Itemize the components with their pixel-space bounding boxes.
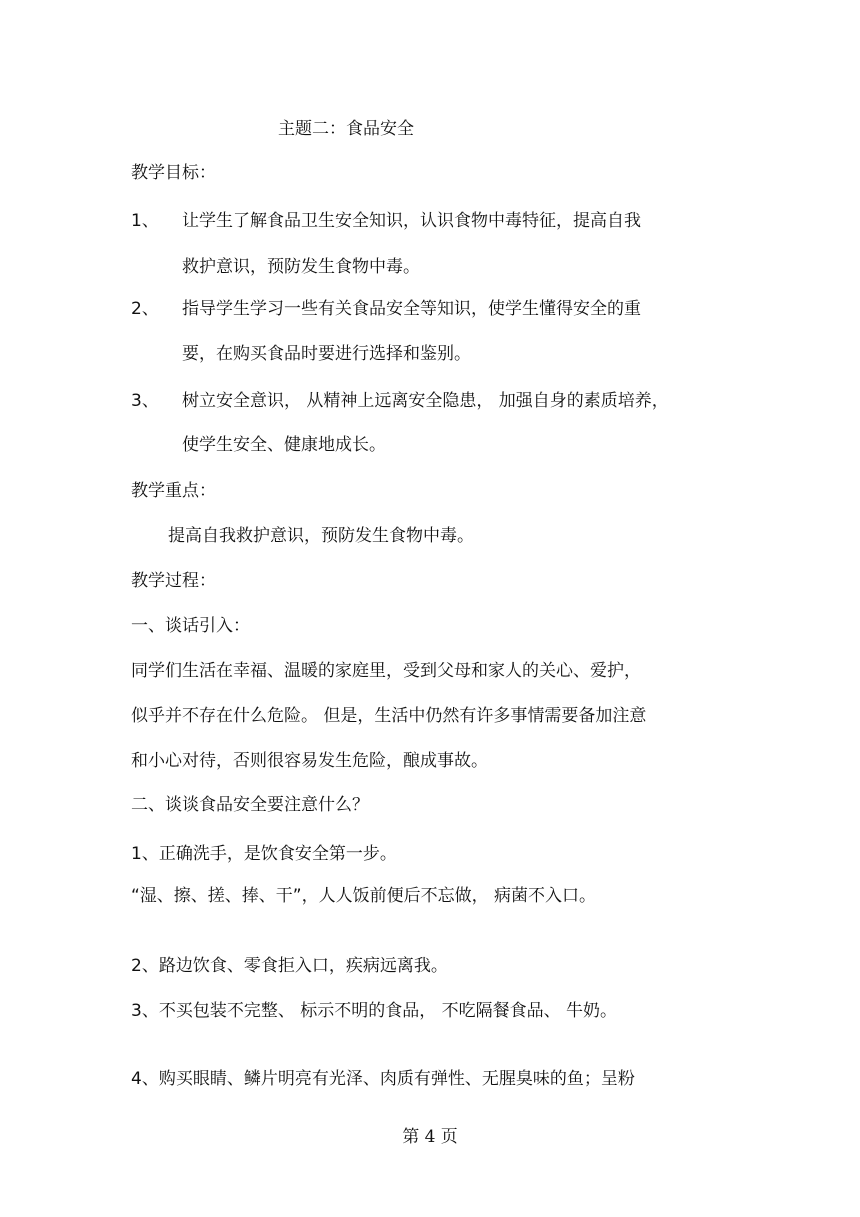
objective-text-line1: 树立安全意识， 从精神上远离安全隐患， 加强自身的素质培养， — [182, 391, 669, 411]
key-points-heading: 教学重点： — [131, 481, 216, 501]
objectives-heading: 教学目标： — [131, 163, 216, 183]
list-item: 1、正确洗手，是饮食安全第一步。 — [131, 844, 397, 864]
section-heading: 一、谈话引入： — [131, 616, 250, 636]
objective-text-line1: 让学生了解食品卫生安全知识，认识食物中毒特征，提高自我 — [182, 211, 641, 231]
page-number: 第 4 页 — [402, 1127, 458, 1147]
section-heading: 二、谈谈食品安全要注意什么？ — [131, 795, 369, 815]
key-points-text: 提高自我救护意识，预防发生食物中毒。 — [168, 526, 474, 546]
list-item: 3、不买包装不完整、 标示不明的食品， 不吃隔餐食品、 牛奶。 — [131, 1001, 618, 1021]
page-title: 主题二：食品安全 — [278, 119, 414, 139]
objective-text-line1: 指导学生学习一些有关食品安全等知识，使学生懂得安全的重 — [182, 299, 641, 319]
objective-number: 1、 — [131, 211, 159, 231]
paragraph-line: 同学们生活在幸福、温暖的家庭里，受到父母和家人的关心、爱护， — [131, 661, 641, 681]
objective-number: 2、 — [131, 299, 159, 319]
paragraph-line: 似乎并不存在什么危险。 但是，生活中仍然有许多事情需要备加注意 — [131, 706, 647, 726]
objective-text-line2: 救护意识，预防发生食物中毒。 — [182, 257, 420, 277]
objective-text-line2: 要，在购买食品时要进行选择和鉴别。 — [182, 344, 471, 364]
process-heading: 教学过程： — [131, 571, 216, 591]
paragraph-line: 和小心对待，否则很容易发生危险，酿成事故。 — [131, 751, 488, 771]
list-item: “湿、擦、搓、捧、干”，人人饭前便后不忘做， 病菌不入口。 — [131, 886, 597, 906]
list-item: 4、购买眼睛、鳞片明亮有光泽、肉质有弹性、无腥臭味的鱼；呈粉 — [131, 1069, 635, 1089]
objective-number: 3、 — [131, 391, 159, 411]
objective-text-line2: 使学生安全、健康地成长。 — [182, 435, 386, 455]
list-item: 2、路边饮食、零食拒入口，疾病远离我。 — [131, 956, 448, 976]
